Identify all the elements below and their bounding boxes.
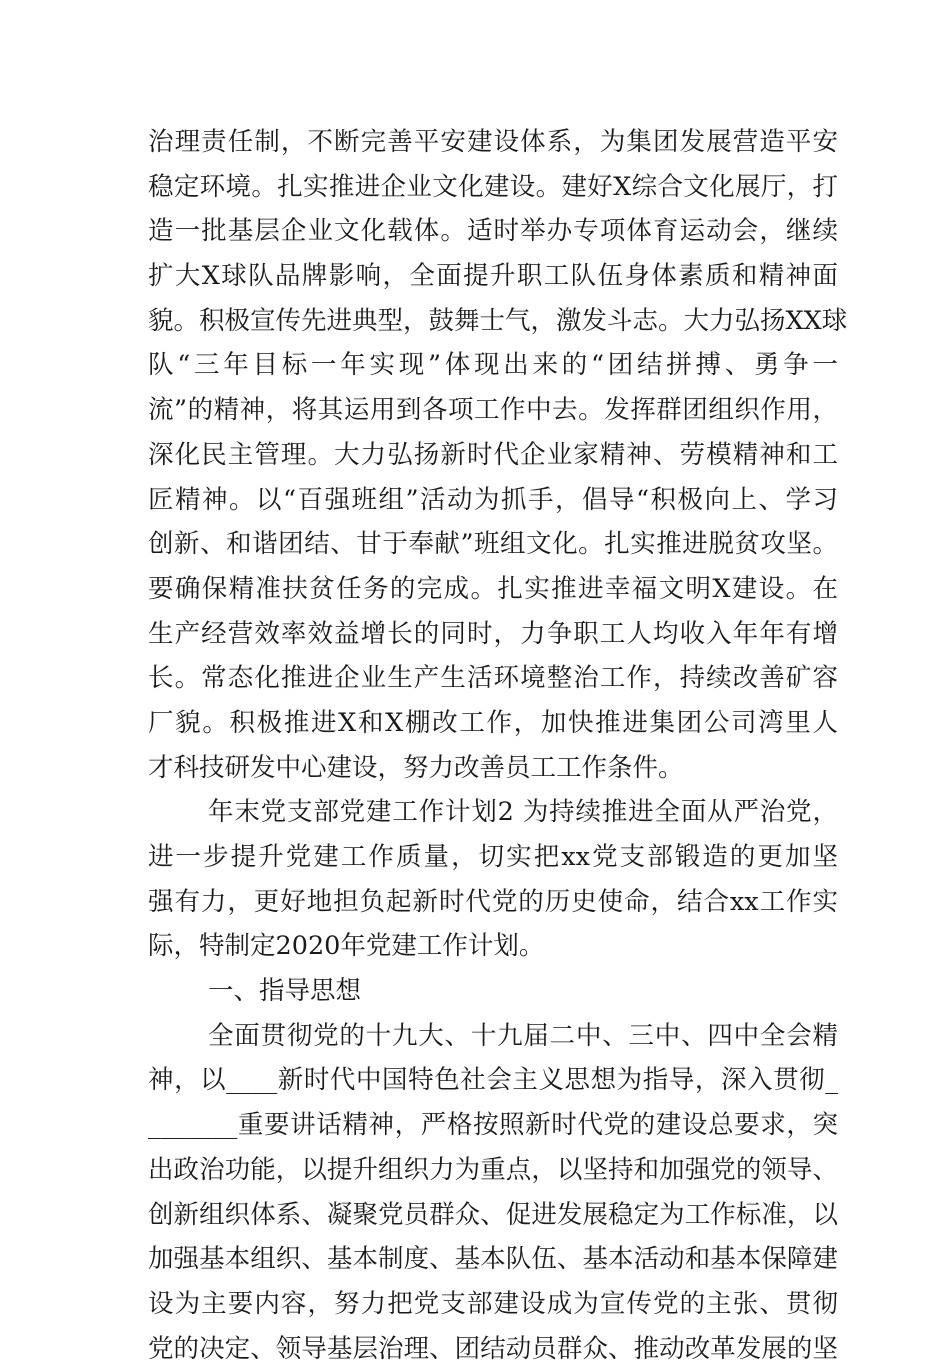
text-line: 长。常态化推进企业生产生活环境整治工作，持续改善矿容: [148, 663, 838, 694]
text-line: 神，以____新时代中国特色社会主义思想为指导，深入贯彻_: [148, 1065, 838, 1096]
text-line: 要确保精准扶贫任务的完成。扎实推进幸福文明X建设。在: [148, 573, 838, 604]
text-line: 匠精神。以“百强班组”活动为抓手，倡导“积极向上、学习: [148, 484, 838, 515]
text-line: 扩大X球队品牌影响，全面提升职工队伍身体素质和精神面: [148, 261, 838, 292]
text-line: 创新组织体系、凝聚党员群众、促进发展稳定为工作标准，以: [148, 1199, 838, 1230]
text-line: 创新、和谐团结、甘于奉献”班组文化。扎实推进脱贫攻坚。: [148, 529, 838, 560]
text-line: 貌。积极宣传先进典型，鼓舞士气，激发斗志。大力弘扬XX球: [148, 305, 848, 336]
text-line: 一、指导思想: [208, 976, 362, 1007]
text-line: 党的决定、领导基层治理、团结动员群众、推动改革发展的坚: [148, 1333, 838, 1364]
text-line: 设为主要内容，努力把党支部建设成为宣传党的主张、贯彻: [148, 1288, 838, 1319]
text-line: 深化民主管理。大力弘扬新时代企业家精神、劳模精神和工: [148, 439, 838, 470]
text-line: 生产经营效率效益增长的同时，力争职工人均收入年年有增: [148, 618, 838, 649]
text-line: 治理责任制，不断完善平安建设体系，为集团发展营造平安: [148, 127, 838, 157]
text-line: 加强基本组织、基本制度、基本队伍、基本活动和基本保障建: [148, 1244, 838, 1275]
text-line: 强有力，更好地担负起新时代党的历史使命，结合xx工作实: [148, 886, 838, 917]
text-line: 才科技研发中心建设，努力改善员工工作条件。: [148, 752, 684, 783]
text-line: 稳定环境。扎实推进企业文化建设。建好X综合文化展厅，打: [148, 171, 838, 202]
text-line: 全面贯彻党的十九大、十九届二中、三中、四中全会精: [208, 1020, 838, 1051]
text-line: 队“三年目标一年实现”体现出来的“团结拼搏、勇争一: [148, 350, 838, 381]
text-line: 出政治功能，以提升组织力为重点，以坚持和加强党的领导、: [148, 1154, 838, 1185]
text-line: 厂貌。积极推进X和X棚改工作，加快推进集团公司湾里人: [148, 707, 838, 738]
text-line: 进一步提升党建工作质量，切实把xx党支部锻造的更加坚: [148, 842, 838, 872]
text-line: 流”的精神，将其运用到各项工作中去。发挥群团组织作用，: [148, 395, 838, 426]
text-line: 造一批基层企业文化载体。适时举办专项体育运动会，继续: [148, 216, 838, 247]
text-line: 年末党支部党建工作计划2 为持续推进全面从严治党，: [208, 797, 838, 828]
text-line: _______重要讲话精神，严格按照新时代党的建设总要求，突: [148, 1110, 838, 1141]
document-body: [148, 120, 848, 1371]
text-line: 际，特制定2020年党建工作计划。: [148, 931, 545, 962]
